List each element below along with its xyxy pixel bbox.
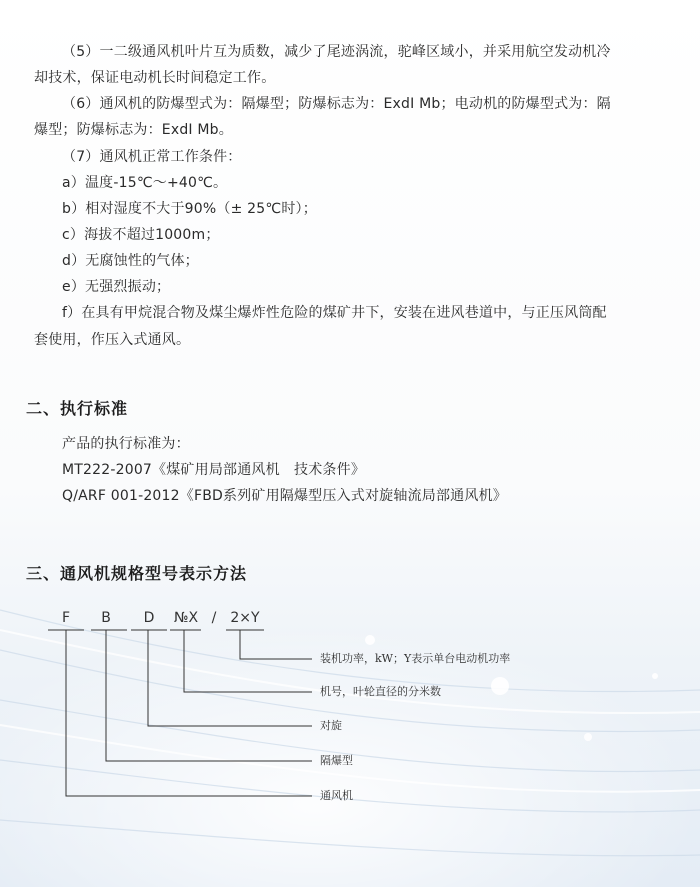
section-heading-standards: 二、执行标准	[26, 399, 129, 418]
code-power: 2×Y	[230, 610, 260, 626]
standard-qarf: Q/ARF 001-2012《FBD系列矿用隔爆型压入式对旋轴流局部通风机》	[62, 488, 507, 504]
condition-item-7: （7）通风机正常工作条件：	[62, 149, 242, 165]
condition-f: f）在具有甲烷混合物及煤尘爆炸性危险的煤矿井下，安装在进风巷道中，与正压风筒配	[62, 305, 607, 321]
leader-power	[240, 630, 312, 659]
leader-flameproof	[106, 630, 312, 761]
condition-a: a）温度-15℃～+40℃。	[62, 175, 228, 191]
condition-item-5: （5）一二级通风机叶片互为质数，减少了尾迹涡流，驼峰区域小，并采用航空发动机冷	[62, 44, 611, 60]
leader-fan	[66, 630, 312, 796]
section-heading-model-notation: 三、通风机规格型号表示方法	[26, 564, 248, 583]
standard-mt222: MT222-2007《煤矿用局部通风机 技术条件》	[62, 462, 366, 478]
leader-number	[184, 630, 312, 692]
code-slash: /	[211, 610, 217, 626]
condition-e: e）无强烈振动；	[62, 279, 171, 295]
caption-fan: 通风机	[320, 789, 353, 802]
caption-contra-rotating: 对旋	[320, 719, 342, 732]
condition-b: b）相对湿度不大于90%（± 25℃时）；	[62, 201, 317, 217]
caption-flameproof: 隔爆型	[320, 754, 353, 767]
condition-item-6-cont: 爆型；防爆标志为：ExdI Mb。	[34, 122, 233, 138]
condition-item-5-cont: 却技术，保证电动机长时间稳定工作。	[34, 70, 276, 86]
caption-power: 装机功率，kW；Y表示单台电动机功率	[320, 652, 511, 665]
condition-f-cont: 套使用，作压入式通风。	[34, 332, 191, 348]
code-machine-number: №X	[173, 610, 199, 626]
leader-contra	[148, 630, 312, 726]
caption-machine-number: 机号，叶轮直径的分米数	[320, 685, 441, 698]
condition-item-6: （6）通风机的防爆型式为：隔爆型；防爆标志为：ExdI Mb；电动机的防爆型式为：隔	[62, 96, 611, 112]
condition-d: d）无腐蚀性的气体；	[62, 253, 199, 269]
code-letter-b: B	[101, 610, 111, 626]
condition-c: c）海拔不超过1000m；	[62, 227, 220, 243]
code-letter-d: D	[143, 610, 155, 626]
code-letter-f: F	[61, 610, 71, 626]
standards-intro: 产品的执行标准为：	[62, 436, 190, 452]
